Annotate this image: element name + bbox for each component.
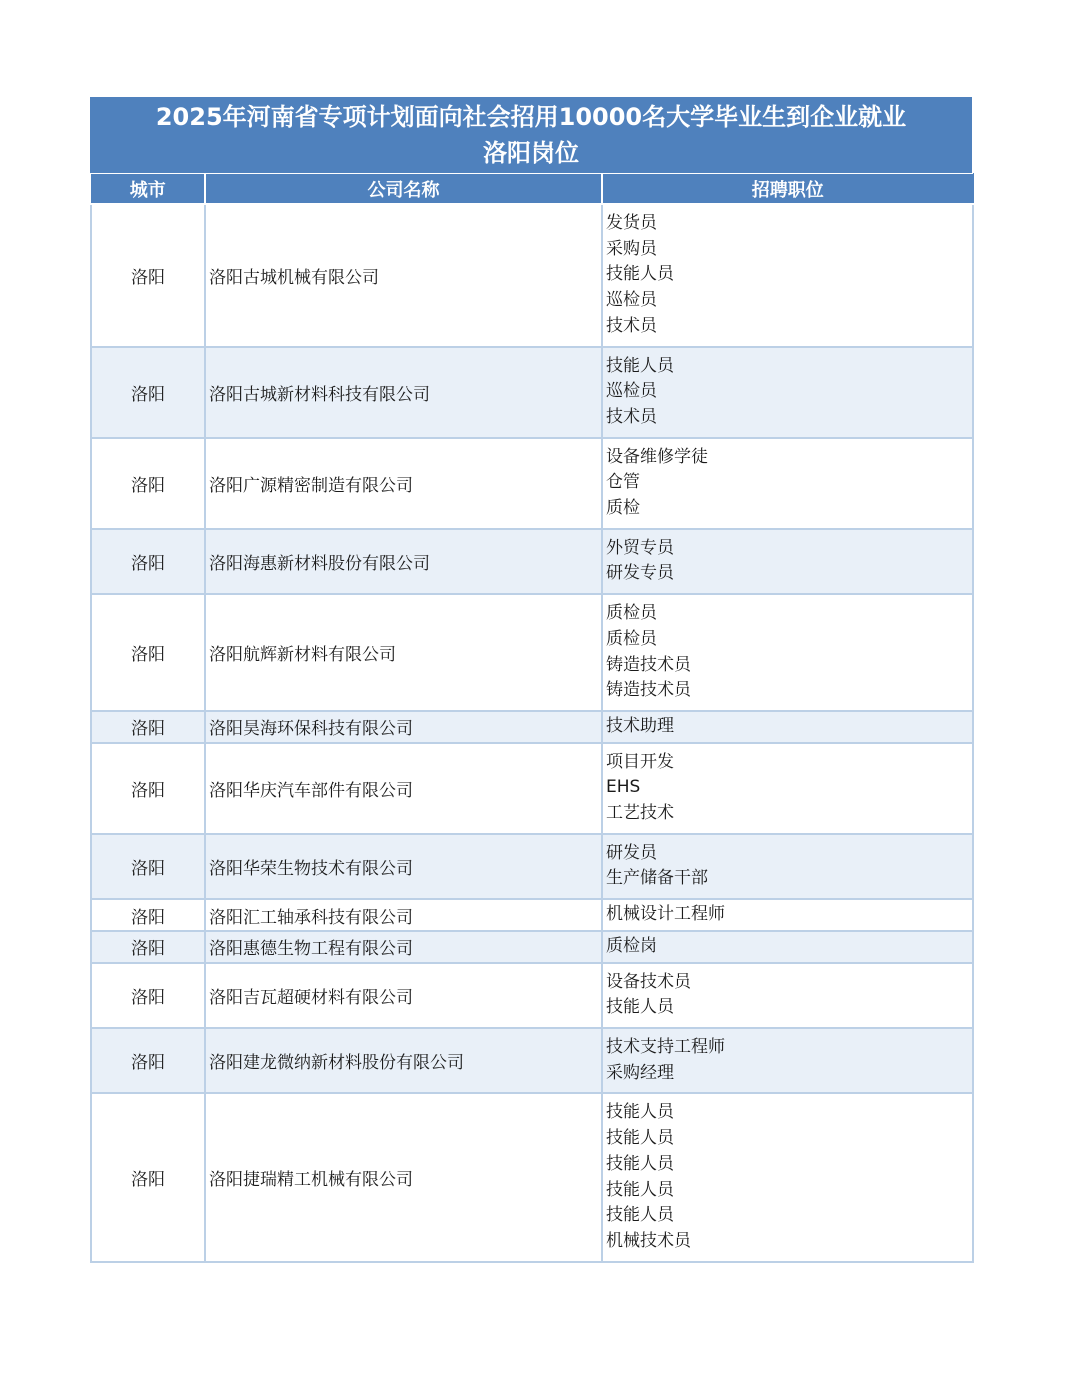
position-item: 采购经理	[606, 1062, 674, 1083]
job-table	[90, 173, 974, 1263]
table-row	[91, 711, 973, 743]
cell-positions	[602, 1093, 973, 1261]
position-item: 技能人员	[606, 264, 674, 285]
cell-city: 洛阳	[91, 711, 205, 743]
cell-company: 洛阳汇工轴承科技有限公司	[205, 899, 602, 931]
cell-company: 洛阳华庆汽车部件有限公司	[205, 743, 602, 834]
header-row	[91, 174, 973, 205]
cell-positions	[602, 1028, 973, 1093]
cell-positions	[602, 438, 973, 529]
position-item: 铸造技术员	[606, 680, 691, 701]
cell-city: 洛阳	[91, 899, 205, 931]
cell-city: 洛阳	[91, 529, 205, 594]
position-item: 技术员	[606, 315, 657, 336]
cell-company: 洛阳建龙微纳新材料股份有限公司	[205, 1028, 602, 1093]
position-item: 质检	[606, 498, 640, 519]
cell-city: 洛阳	[91, 1093, 205, 1261]
position-item: 项目开发	[606, 751, 674, 772]
cell-positions	[602, 963, 973, 1028]
cell-positions	[602, 594, 973, 711]
cell-positions	[602, 743, 973, 834]
cell-company: 洛阳海惠新材料股份有限公司	[205, 529, 602, 594]
position-item: 技能人员	[606, 355, 674, 376]
table-row	[91, 1028, 973, 1093]
cell-city: 洛阳	[91, 347, 205, 438]
cell-positions	[602, 834, 973, 899]
position-item: 设备维修学徒	[606, 446, 708, 467]
cell-company: 洛阳华荣生物技术有限公司	[205, 834, 602, 899]
cell-company: 洛阳古城新材料科技有限公司	[205, 347, 602, 438]
title-line-1: 2025年河南省专项计划面向社会招用10000名大学毕业生到企业就业	[155, 103, 907, 131]
position-item: 机械技术员	[606, 1230, 691, 1251]
table-row	[91, 438, 973, 529]
position-item: 技术助理	[606, 715, 674, 736]
table-row	[91, 834, 973, 899]
position-item: 技能人员	[606, 1128, 674, 1149]
table-row	[91, 931, 973, 963]
position-item: 技能人员	[606, 1102, 674, 1123]
title-line-2: 洛阳岗位	[483, 139, 579, 167]
position-item: 仓管	[606, 472, 640, 493]
cell-company: 洛阳惠德生物工程有限公司	[205, 931, 602, 963]
position-item: 技术员	[606, 406, 657, 427]
position-item: 技能人员	[606, 1153, 674, 1174]
cell-company: 洛阳航辉新材料有限公司	[205, 594, 602, 711]
position-item: 质检员	[606, 628, 657, 649]
position-item: 采购员	[606, 238, 657, 259]
position-item: 外贸专员	[606, 537, 674, 558]
position-item: EHS	[606, 777, 641, 798]
cell-company: 洛阳昊海环保科技有限公司	[205, 711, 602, 743]
position-item: 发货员	[606, 213, 657, 233]
table-row	[91, 899, 973, 931]
cell-company: 洛阳吉瓦超硬材料有限公司	[205, 963, 602, 1028]
cell-company: 洛阳古城机械有限公司	[205, 204, 602, 347]
job-listing-sheet	[90, 97, 972, 1263]
cell-city: 洛阳	[91, 963, 205, 1028]
table-row	[91, 963, 973, 1028]
table-row	[91, 204, 973, 347]
cell-positions	[602, 529, 973, 594]
position-item: 质检岗	[606, 935, 657, 956]
position-item: 铸造技术员	[606, 654, 691, 675]
cell-city: 洛阳	[91, 743, 205, 834]
position-item: 巡检员	[606, 381, 657, 402]
table-row	[91, 594, 973, 711]
header-city: 城市	[91, 174, 205, 205]
header-company: 公司名称	[205, 174, 602, 205]
cell-city: 洛阳	[91, 438, 205, 529]
cell-city: 洛阳	[91, 594, 205, 711]
cell-positions	[602, 931, 973, 963]
table-row	[91, 347, 973, 438]
position-item: 技能人员	[606, 1179, 674, 1200]
position-item: 机械设计工程师	[606, 904, 725, 925]
cell-positions	[602, 711, 973, 743]
cell-city: 洛阳	[91, 931, 205, 963]
position-item: 研发员	[606, 842, 657, 863]
position-item: 研发专员	[606, 563, 674, 584]
table-row	[91, 1093, 973, 1261]
position-item: 技能人员	[606, 1205, 674, 1226]
position-item: 设备技术员	[606, 971, 691, 992]
header-positions: 招聘职位	[602, 174, 973, 205]
sheet-title	[90, 97, 972, 173]
position-item: 技能人员	[606, 997, 674, 1018]
table-row	[91, 743, 973, 834]
cell-city: 洛阳	[91, 834, 205, 899]
cell-city: 洛阳	[91, 204, 205, 347]
cell-city: 洛阳	[91, 1028, 205, 1093]
table-body	[91, 204, 973, 1262]
cell-company: 洛阳广源精密制造有限公司	[205, 438, 602, 529]
cell-positions	[602, 899, 973, 931]
position-item: 质检员	[606, 603, 657, 624]
position-item: 生产储备干部	[606, 868, 708, 889]
cell-company: 洛阳捷瑞精工机械有限公司	[205, 1093, 602, 1261]
position-item: 技术支持工程师	[606, 1036, 725, 1057]
cell-positions	[602, 204, 973, 347]
position-item: 巡检员	[606, 290, 657, 311]
table-row	[91, 529, 973, 594]
position-item: 工艺技术	[606, 803, 674, 824]
cell-positions	[602, 347, 973, 438]
